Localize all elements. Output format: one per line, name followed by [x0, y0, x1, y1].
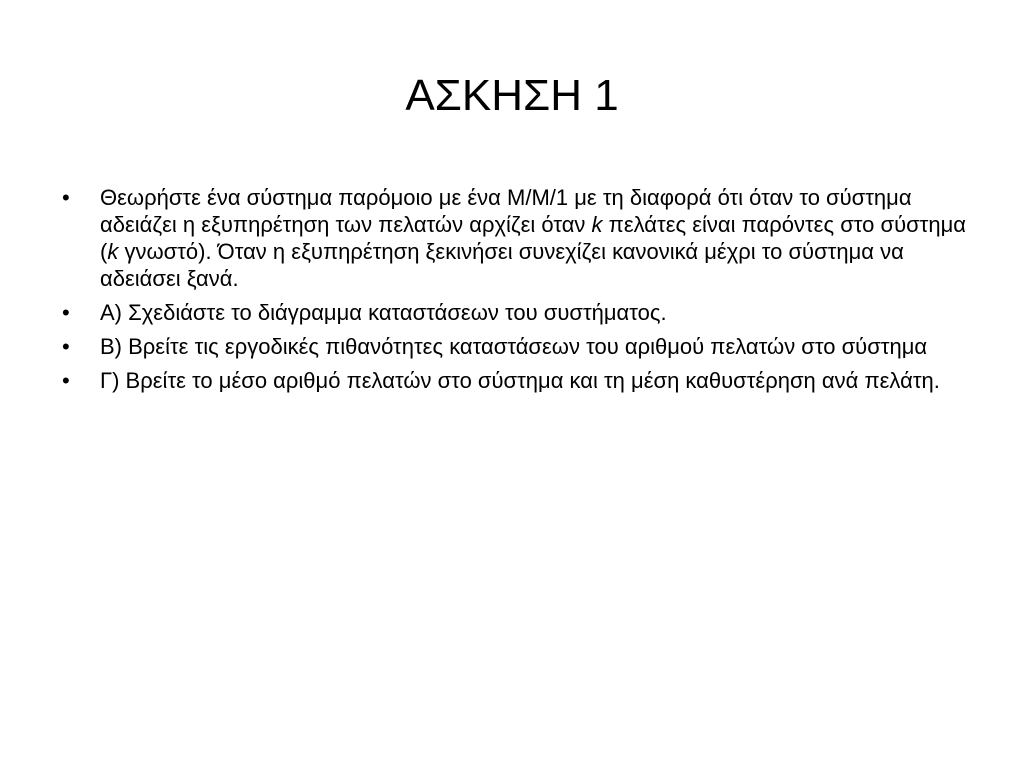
bullet-item-b [62, 333, 972, 360]
bullet-text-b: Β) Βρείτε τις εργοδικές πιθανότητες καταστάσεων του αριθμού πελατών στο σύστημα [100, 334, 928, 359]
intro-text-part: γνωστό). Όταν η εξυπηρέτηση ξεκινήσει συνεχίζει κανονικά μέχρι το σύστημα να αδειάσει ξανά. [100, 239, 904, 291]
intro-variable-k: k [107, 239, 119, 264]
intro-text-part: πελάτες είναι παρόντες στο σύστημα ( [100, 212, 967, 264]
bullet-icon: • [62, 334, 70, 359]
bullet-icon: • [62, 300, 70, 325]
bullet-text-a: Α) Σχεδιάστε το διάγραμμα καταστάσεων του συστήματος. [100, 300, 667, 325]
bullet-item-intro [62, 184, 972, 292]
bullet-item-a [62, 299, 972, 326]
bullet-item-c [62, 367, 972, 394]
intro-variable-k: k [591, 212, 603, 237]
bullet-icon: • [62, 368, 70, 393]
intro-text-part: Θεωρήστε ένα σύστημα παρόμοιο με ένα Μ/Μ/1 με τη διαφορά ότι όταν το σύστημα αδειάζει η εξυπηρέτηση των πελατών αρχίζει όταν [100, 185, 912, 237]
bullet-text-c: Γ) Βρείτε το μέσο αριθμό πελατών στο σύστημα και τη μέση καθυστέρηση ανά πελάτη. [100, 368, 940, 393]
bullet-icon: • [62, 185, 70, 210]
slide-title: ΑΣΚΗΣΗ 1 [405, 71, 619, 120]
bullet-text-intro [100, 185, 966, 291]
bullet-list [62, 184, 972, 401]
